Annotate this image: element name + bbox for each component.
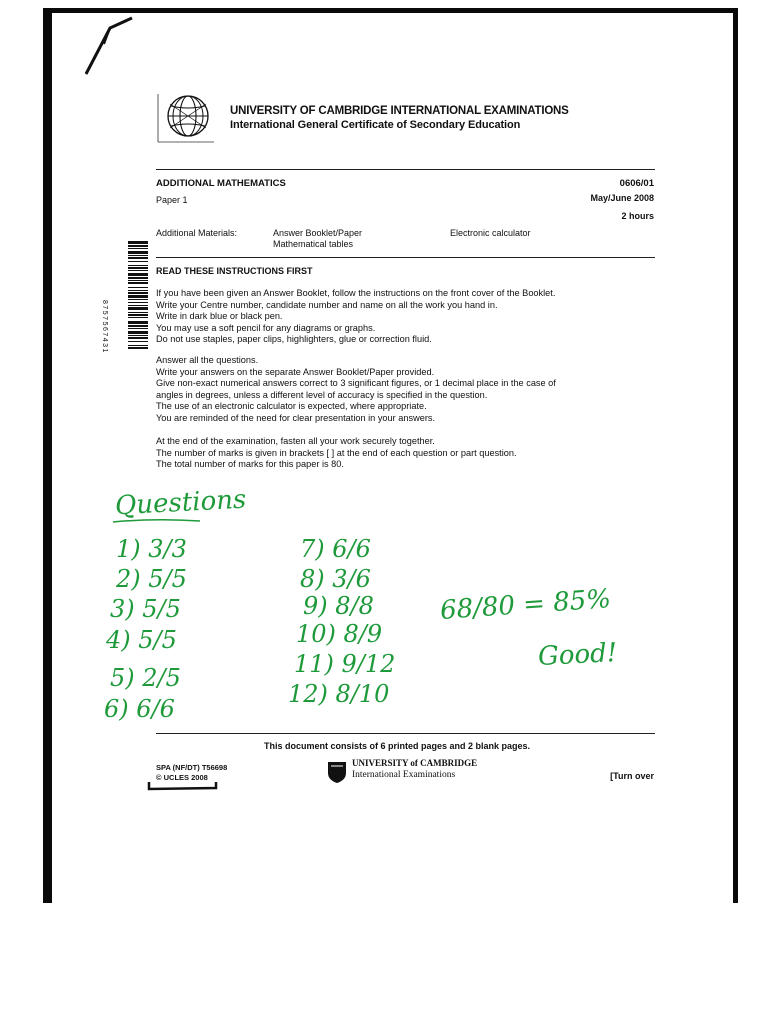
instruction-line: Answer all the questions. xyxy=(156,355,259,365)
materials-label: Additional Materials: xyxy=(156,228,238,238)
handwritten-underline xyxy=(110,516,205,526)
exam-session: May/June 2008 xyxy=(590,193,654,203)
instruction-line: If you have been given an Answer Booklet, follow the instructions on the front cover of the Booklet. xyxy=(156,288,556,298)
instruction-line: You may use a soft pencil for any diagrams or graphs. xyxy=(156,322,376,333)
ucles-logo-line2: International Examinations xyxy=(352,770,456,780)
instruction-line: Give non-exact numerical answers correct to 3 significant figures, or 1 decimal place in the case of xyxy=(156,378,556,389)
cambridge-crest-icon xyxy=(326,760,348,784)
handwritten-heading: Questions xyxy=(114,484,247,522)
institution-name: UNIVERSITY OF CAMBRIDGE INTERNATIONAL EXAMINATIONS xyxy=(230,105,569,117)
materials-tables: Mathematical tables xyxy=(273,239,354,249)
qualification-name: International General Certificate of Secondary Education xyxy=(230,119,521,131)
score-q11: 11) 9/12 xyxy=(294,650,396,678)
score-q9: 9) 8/8 xyxy=(303,592,374,620)
barcode-image xyxy=(114,241,149,350)
instruction-line: Write your Centre number, candidate number and name on all the work you hand in. xyxy=(156,299,498,310)
score-q8: 8) 3/6 xyxy=(300,565,371,593)
teacher-comment: Good! xyxy=(537,637,618,673)
instructions-block-3 xyxy=(156,436,517,471)
materials-calculator: Electronic calculator xyxy=(450,228,531,238)
scan-frame-right-edge xyxy=(733,8,738,903)
exam-code: 0606/01 xyxy=(619,178,654,189)
globe-logo-icon xyxy=(156,92,216,144)
instruction-line: The total number of marks for this paper is 80. xyxy=(156,459,344,470)
score-q6: 6) 6/6 xyxy=(104,695,175,723)
instruction-line: You are reminded of the need for clear presentation in your answers. xyxy=(156,412,436,423)
scan-corner-mark xyxy=(80,12,140,77)
score-q4: 4) 5/5 xyxy=(106,626,177,654)
paper-number: Paper 1 xyxy=(156,195,188,205)
pages-note: This document consists of 6 printed pages and 2 blank pages. xyxy=(264,741,531,751)
instruction-line: Write in dark blue or black pen. xyxy=(156,311,283,322)
subject-title: ADDITIONAL MATHEMATICS xyxy=(156,178,286,189)
instructions-block-2 xyxy=(156,355,556,425)
score-q12: 12) 8/10 xyxy=(288,680,390,708)
materials-booklet: Answer Booklet/Paper xyxy=(273,228,363,238)
turn-over: [Turn over xyxy=(610,771,654,781)
score-q1: 1) 3/3 xyxy=(116,535,187,563)
instruction-line: angles in degrees, unless a different level of accuracy is specified in the question. xyxy=(156,389,488,400)
instruction-line: Write your answers on the separate Answer Booklet/Paper provided. xyxy=(156,366,435,377)
instruction-line: The use of an electronic calculator is expected, where appropriate. xyxy=(156,401,427,412)
copyright-underline-mark xyxy=(146,779,221,793)
materials-divider xyxy=(156,257,655,258)
instructions-block-1 xyxy=(156,288,555,346)
barcode-number: 8757567431 xyxy=(101,300,108,354)
instruction-line: The number of marks is given in brackets [ ] at the end of each question or part question. xyxy=(156,447,517,458)
score-q3: 3) 5/5 xyxy=(110,595,181,623)
total-score: 68/80 = 85% xyxy=(439,584,612,626)
score-q10: 10) 8/9 xyxy=(296,620,383,648)
score-q2: 2) 5/5 xyxy=(116,565,187,593)
footer-divider xyxy=(156,733,655,734)
ucles-logo-line1: UNIVERSITY of CAMBRIDGE xyxy=(352,758,478,768)
instruction-line: Do not use staples, paper clips, highlighters, glue or correction fluid. xyxy=(156,334,432,345)
instructions-heading: READ THESE INSTRUCTIONS FIRST xyxy=(156,266,313,276)
score-q5: 5) 2/5 xyxy=(110,664,181,692)
reference-code: SPA (NF/DT) T56698 xyxy=(156,763,228,772)
copyright: © UCLES 2008 xyxy=(156,773,208,782)
header-divider xyxy=(156,169,655,170)
exam-duration: 2 hours xyxy=(621,211,654,221)
scan-frame-left-edge xyxy=(43,8,52,903)
scan-frame-top-edge xyxy=(43,8,738,13)
instruction-line: At the end of the examination, fasten all your work securely together. xyxy=(156,436,435,446)
score-q7: 7) 6/6 xyxy=(300,535,371,563)
